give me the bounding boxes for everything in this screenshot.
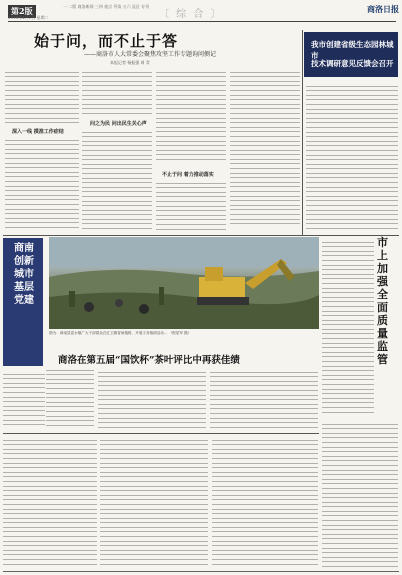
lead-subhead: ——商洛市人大常委会聚焦攻坚工作专题询问侧记: [84, 51, 217, 58]
lead-byline: 本报记者 杨振强 周 青: [110, 60, 150, 65]
right-story-headline-1: 我市创建省级生态园林城市: [311, 40, 394, 60]
mid-story-headline: 商洛在第五届“国饮杯”茶叶评比中再获佳绩: [58, 355, 240, 366]
right-story-headline-2: 技术调研意见反馈会召开: [311, 59, 394, 68]
lead-column-3a: [156, 68, 226, 168]
lead-column-4: [230, 68, 300, 234]
left-feature-body-b: [46, 366, 94, 430]
lead-headline: 始于问，而不止于答: [34, 32, 179, 50]
header-nav: 一 二版 商洛新闻 三四 视点 导读 五六 县区 专刊: [63, 4, 150, 9]
lead-column-2b: [82, 128, 152, 234]
bottom-column-1: [3, 436, 97, 568]
issue-date: 2018年4月5日 星期二: [8, 15, 49, 20]
lead-column-1a: [5, 68, 79, 126]
header-rule: [8, 21, 396, 22]
page-header: [3, 2, 399, 28]
lead-subhead-3: 不止于问 着力推动落实: [162, 172, 214, 178]
lead-column-2a: [82, 68, 152, 118]
lead-subhead-1: 深入一线 摸准工作症结: [12, 129, 64, 135]
news-photo: [49, 237, 319, 329]
excavator-scene-illustration: [49, 237, 319, 329]
left-feature-body-a: [3, 370, 45, 430]
photo-caption-text: 图为：商南县富水镇广大干部群众在红卫镇冒雨植树，开展义务植树活动...: [49, 331, 168, 335]
right-story-headline-box: [304, 32, 398, 77]
left-feature-title-box: [3, 238, 43, 366]
right-feature-body-a: [322, 238, 374, 416]
right-feature-body-b: [322, 420, 398, 568]
lead-column-3b: [156, 179, 226, 234]
newspaper-logo: 商洛日报: [367, 4, 399, 14]
left-feature-title: 商南创新城市基层党建: [14, 243, 34, 306]
photo-credit: （程星军 摄）: [168, 331, 192, 335]
mid-story-body-a: [98, 368, 206, 430]
bottom-column-3: [212, 436, 318, 568]
lead-subhead-2: 问之为民 问出民生关心声: [90, 121, 147, 127]
lead-column-1b: [5, 136, 79, 234]
mid-story-body-b: [210, 368, 318, 430]
right-feature-title: 市上加强全面质量监管: [377, 236, 388, 366]
photo-caption: [49, 331, 319, 336]
lower-rule: [3, 433, 319, 434]
right-story-body: [306, 82, 398, 234]
section-title: 〔 综 合 〕: [159, 9, 223, 20]
footer-rule: [3, 571, 399, 572]
bottom-column-2: [100, 436, 208, 568]
section-rule: [3, 235, 399, 236]
edition-label: 第2版: [8, 5, 36, 18]
column-divider: [302, 30, 303, 235]
